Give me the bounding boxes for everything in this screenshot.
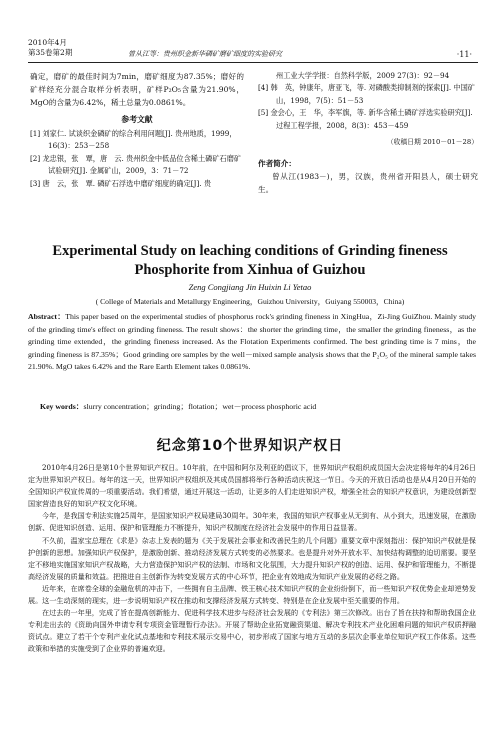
reference-item: [5] 金会心，王 华，李军旗，等. 新华含稀土磷矿浮选实验研究[J]. 过程工程学报，2008，8(3)：453－459 xyxy=(258,108,473,130)
english-abstract xyxy=(28,311,476,374)
received-date: （收稿日期 2010－01－28） xyxy=(386,138,478,147)
english-keywords xyxy=(40,401,476,412)
abstract-label: Abstract： xyxy=(28,312,66,321)
announcement-paragraph: 不久前，温家宝总理在《求是》杂志上发表的题为《关于发展社会事业和改善民生的几个问题》重要文章中深刻指出：保护知识产权就是保护创新的思想。加强知识产权保护，是激励创新、推动经济发展方式转变的必然要求。也是提升对外开放水平、加快结构调整的迫切需要。要坚定不移地实施国家知识产权战略，大力营造保护知识产权的法制、市场和文化氛围，大力提升知识产权的创造、运用、保护和管理能力，不断提高经济发展的质量和效益。把推进自主创新作为转变发展方式的中心环节，把企业有效地成为知识产业发展的必经之路。 xyxy=(28,535,476,581)
english-affiliation: ( College of Materials and Metallurgy Engineering，Guizhou University，Guiyang 550003，China) xyxy=(95,297,405,306)
author-bio: 曾从江(1983－)，男，汉族，贵州省开阳县人，硕士研究生。 xyxy=(258,172,478,195)
reference-item-cont: 州工业大学学报：自然科学版，2009 27(3)：92－94 xyxy=(276,71,450,80)
announcement-body xyxy=(28,462,476,656)
right-column xyxy=(258,70,478,196)
english-title xyxy=(20,242,480,280)
reference-item: [3] 唐 云，张 覃. 磷矿石浮选中磨矿细度的确定[J]. 贵 xyxy=(30,178,212,188)
running-header xyxy=(28,38,478,62)
announcement-paragraph: 2010年4月26日是第10个世界知识产权日。10年前，在中国和阿尔及利亚的倡议下，世界知识产权组织成员国大会决定将每年的4月26日定为世界知识产权日。每年的这一天，世界知识产权组织及其成员国都将举行各种活动庆祝这一节日。今天的开放日活动也是从4月20日开始的全国知识产权宣传周的一项重要活动。我们希望，通过开展这一活动，让更多的人们走进知识产权，增强全社会的知识产权意识，为建设创新型国家营造良好的知识产权文化环境。 xyxy=(28,463,476,509)
running-title: 曾从江等：贵州织金新华磷矿磨矿细度的实验研究 xyxy=(128,50,282,58)
author-bio-heading: 作者简介： xyxy=(258,159,296,169)
left-column xyxy=(30,70,244,190)
announcement-paragraph: 近年来，在席卷全球的金融危机的冲击下，一些拥有自主品牌、铁王核心技术知识产权的企业纷纷倒下，而一些知识产权优势企业却逆势发展。这一生动深刻的现实，进一步说明知识产权在推动和支撑经济发展方式转变、特别是在企业发展中至关重要的作用。 xyxy=(28,583,476,606)
english-title-line1: Experimental Study on leaching conditions of Grinding fineness xyxy=(52,243,448,259)
announcement-title: 纪念第10个世界知识产权日 xyxy=(156,438,344,454)
keywords-text: slurry concentration；grinding；flotation；wet－process phosphoric acid xyxy=(83,402,317,411)
issue-date: 2010年4月 xyxy=(28,38,67,47)
references-title: 参考文献 xyxy=(121,115,153,124)
english-authors: Zeng Congjiang Jin Huixin Li Yetao xyxy=(188,282,312,292)
reference-item: [1] 刘家仁. 试谈织金磷矿的综合利用问题[J]. 贵州地质，1999，16(3)：253－258 xyxy=(30,129,237,151)
keywords-label: Key words： xyxy=(40,402,84,411)
conclusion-paragraph: 确定，磨矿的最佳时间为7min，磨矿细度为87.35%；磨好的矿样经充分混合取样分析表明，矿样P₂O₅含量为21.90%，MgO的含量为6.42%，稀土总量为0.0861%。 xyxy=(30,72,244,107)
header-rule xyxy=(28,62,478,63)
abstract-text: This paper based on the experimental studies of phosphorus rock's grinding fineness in XingHua，Zi-Jing GuiZhou. Mainly study of the grinding time's effect on grinding fineness. The result shows：the shorter the grinding time，the smaller the grinding fineness，as the grinding time extended，the grinding fineness increased. As the Flotation Experiments confirmed. The best grinding time is 7 mins，the grinding fineness is 87.35%；Good grinding ore samples by the well－mixed sample analysis shows that the P₂O₅ of the mineral sample takes 21.90%. MgO takes 6.42% and the Rare Earth Element takes 0.0861%. xyxy=(28,312,476,372)
reference-item: [2] 龙忠银，张 覃，唐 云. 贵州织金中低品位含稀土磷矿石磨矿试验研究[J]. 金属矿山，2009，3：71－72 xyxy=(30,153,242,176)
english-title-line2: Phosphorite from Xinhua of Guizhou xyxy=(134,262,366,278)
page-number: ·11· xyxy=(456,50,472,59)
announcement-paragraph: 今年，是我国专利法实施25周年，是国家知识产权局建局30周年。30年来，我国的知识产权事业从无到有、从小到大，迅速发展，在激励创新、促进知识创造、运用、保护和管理能力不断提升，知识产权制度在经济社会发展中的作用日益显著。 xyxy=(28,511,476,533)
issue-volume: 第35卷第2期 xyxy=(28,48,73,57)
issue-info xyxy=(28,38,72,58)
reference-item: [4] 韩 英，钟康年，唐亚飞，等. 对磷酸类抑制剂的探索[J]. 中国矿山，1998，7(5)：51－53 xyxy=(258,83,475,105)
announcement-paragraph: 在过去的一年里，完成了旨在提高创新能力、促进科学技术进步与经济社会发展的《专利法》第三次修改。出台了旨在扶持和帮助我国企业专利走出去的《资助向国外申请专利专项资金管理暂行办法》。开展了帮助企业拓宽融资渠道、解决专利技术产业化困难问题的知识产权质押融资试点。建立了若干个专利产业化试点基地和专利技术展示交易中心，初步形成了国家与地方互动的多层次企事业单位知识产权工作体系。这些政策和举措的实施受到了企业界的普遍欢迎。 xyxy=(28,608,476,654)
